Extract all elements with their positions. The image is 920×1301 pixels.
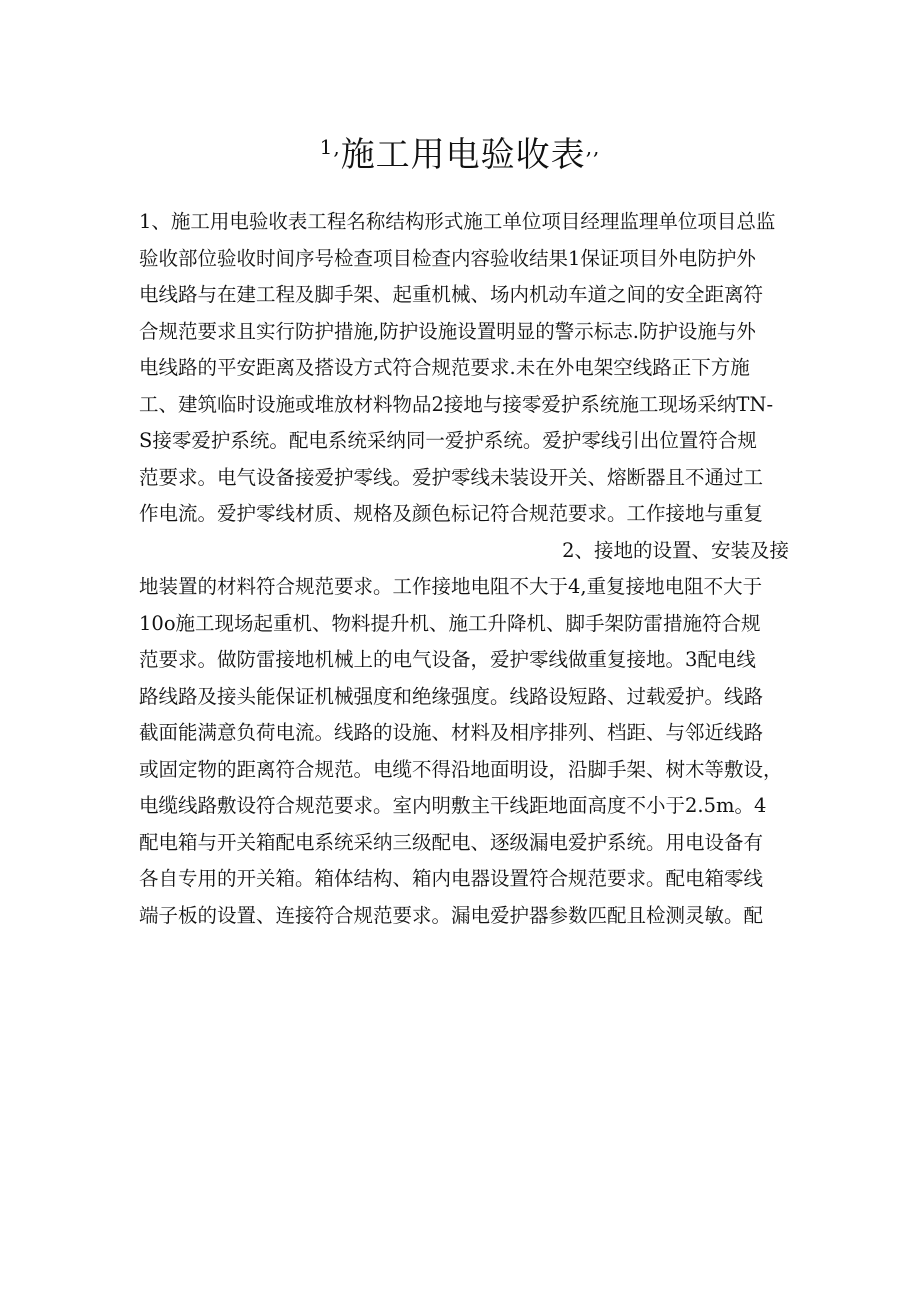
body-line: 范要求。做防雷接地机械上的电气设备，爱护零线做重复接地。3配电线	[139, 648, 756, 671]
body-line: 工、建筑临时设施或堆放材料物品2接地与接零爱护系统施工现场采纳TN-	[139, 392, 774, 416]
title-suffix: ,,	[585, 135, 601, 159]
body-line: 各自专用的开关箱。箱体结构、箱内电器设置符合规范要求。配电箱零线	[139, 867, 764, 890]
document-title	[0, 124, 920, 178]
body-line: 地装置的材料符合规范要求。工作接地电阻不大于4,重复接地电阻不大于	[139, 575, 763, 598]
body-line: 10o施工现场起重机、物料提升机、施工升降机、脚手架防雷措施符合规	[139, 611, 761, 635]
body-line: 电线路的平安距离及搭设方式符合规范要求.未在外电架空线路正下方施	[139, 356, 750, 379]
body-line: 验收部位验收时间序号检查项目检查内容验收结果1保证项目外电防护外	[139, 246, 756, 270]
body-line: 或固定物的距离符合规范。电缆不得沿地面明设，沿脚手架、树木等敷设，	[139, 757, 783, 781]
body-line: 合规范要求且实行防护措施,防护设施设置明显的警示标志.防护设施与外	[139, 319, 756, 343]
body-line: 作电流。爱护零线材质、规格及颜色标记符合规范要求。工作接地与重复	[139, 502, 764, 525]
body-line: 电缆线路敷设符合规范要求。室内明敷主干线距地面高度不小于2.5m。4	[139, 794, 767, 817]
body-line: 端子板的设置、连接符合规范要求。漏电爱护器参数匹配且检测灵敏。配	[139, 903, 764, 927]
body-line: 范要求。电气设备接爱护零线。爱护零线未装设开关、熔断器且不通过工	[139, 465, 764, 489]
body-line: 截面能满意负荷电流。线路的设施、材料及相序排列、档距、与邻近线路	[139, 721, 764, 744]
body-line: S接零爱护系统。配电系统采纳同一爱护系统。爱护零线引出位置符合规	[139, 429, 757, 452]
body-line: 配电箱与开关箱配电系统采纳三级配电、逐级漏电爱护系统。用电设备有	[139, 830, 764, 854]
title-text: 施工用电验收表	[340, 135, 586, 175]
document-body	[139, 204, 789, 934]
body-line: 路线路及接头能保证机械强度和绝缘强度。线路设短路、过载爱护。线路	[139, 684, 764, 708]
body-line: 1、施工用电验收表工程名称结构形式施工单位项目经理监理单位项目总监	[139, 210, 776, 233]
title-prefix: 1,	[319, 135, 341, 159]
body-line-right-aligned: 2、接地的设置、安装及接	[562, 538, 789, 562]
body-line: 电线路与在建工程及脚手架、起重机械、场内机动车道之间的安全距离符	[139, 283, 764, 306]
